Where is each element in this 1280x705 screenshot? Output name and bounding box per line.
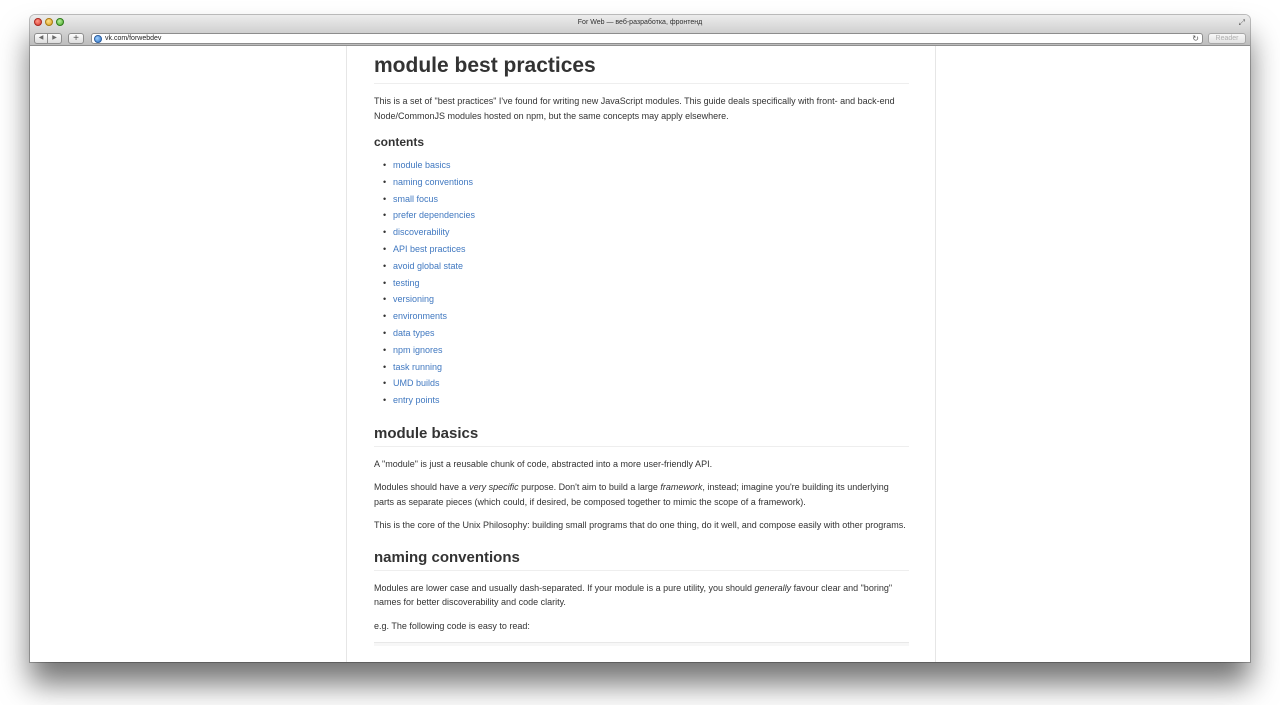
reader-button[interactable]: Reader	[1208, 33, 1246, 44]
contents-list	[383, 157, 909, 409]
basics-paragraph-1: A "module" is just a reusable chunk of code, abstracted into a more user-friendly API.	[374, 458, 713, 469]
contents-link-avoid-global-state[interactable]: avoid global state	[393, 260, 464, 271]
title-bar	[30, 15, 1250, 31]
back-button[interactable]	[34, 33, 48, 44]
navigation-buttons	[34, 33, 62, 44]
intro-paragraph: This is a set of "best practices" I've found for writing new JavaScript modules. This guide deals specifically with front- and back-end Node/CommonJS modules hosted on npm, but the same concepts may apply elsewhere.	[374, 96, 895, 121]
article-title: module best practices	[374, 54, 909, 84]
contents-link-entry-points[interactable]: entry points	[393, 395, 440, 406]
close-window-icon[interactable]	[34, 18, 42, 26]
window-controls	[34, 18, 64, 26]
contents-item	[383, 191, 909, 208]
contents-item	[383, 174, 909, 191]
contents-link-environments[interactable]: environments	[393, 311, 448, 322]
contents-item	[383, 207, 909, 224]
contents-item	[383, 224, 909, 241]
section-heading-naming-conventions: naming conventions	[374, 549, 909, 571]
contents-link-data-types[interactable]: data types	[393, 327, 435, 338]
contents-link-small-focus[interactable]: small focus	[393, 193, 439, 204]
contents-item	[383, 375, 909, 392]
contents-item	[383, 342, 909, 359]
code-block	[374, 642, 909, 646]
contents-link-naming-conventions[interactable]: naming conventions	[393, 176, 474, 187]
contents-item	[383, 291, 909, 308]
contents-link-testing[interactable]: testing	[393, 277, 420, 288]
browser-toolbar	[30, 31, 1250, 46]
contents-link-task-running[interactable]: task running	[393, 361, 443, 372]
contents-item	[383, 241, 909, 258]
fullscreen-icon[interactable]: ⤢	[1238, 18, 1245, 27]
contents-link-prefer-dependencies[interactable]: prefer dependencies	[393, 210, 476, 221]
minimize-window-icon[interactable]	[45, 18, 53, 26]
contents-link-discoverability[interactable]: discoverability	[393, 227, 450, 238]
contents-item	[383, 392, 909, 409]
globe-icon	[94, 35, 102, 43]
contents-item	[383, 359, 909, 376]
contents-item	[383, 258, 909, 275]
contents-item	[383, 157, 909, 174]
article-column	[346, 46, 936, 662]
reload-icon[interactable]: ↻	[1192, 34, 1199, 43]
forward-button[interactable]	[48, 33, 62, 44]
naming-paragraph-1: Modules are lower case and usually dash-separated. If your module is a pure utility, you should generally favour clear and "boring" names for better discoverability and code clarity.	[374, 582, 893, 608]
basics-paragraph-2: Modules should have a very specific purpose. Don't aim to build a large framework, instead; imagine you're building its underlying parts as separate pieces (which could, if desired, be composed together to mimic the scope of a framework).	[374, 482, 889, 507]
section-heading-module-basics: module basics	[374, 425, 909, 447]
page-viewport[interactable]	[30, 46, 1250, 662]
contents-item	[383, 325, 909, 342]
contents-link-npm-ignores[interactable]: npm ignores	[393, 344, 443, 355]
contents-item	[383, 308, 909, 325]
contents-link-versioning[interactable]: versioning	[393, 294, 435, 305]
back-arrow-icon: ◀	[38, 35, 44, 41]
window-title: For Web — веб-разработка, фронтенд	[577, 19, 703, 26]
contents-item	[383, 275, 909, 292]
browser-window	[30, 15, 1250, 662]
add-bookmark-button[interactable]: +	[68, 33, 84, 44]
forward-arrow-icon: ▶	[52, 35, 57, 41]
zoom-window-icon[interactable]	[56, 18, 64, 26]
contents-heading: contents	[374, 135, 425, 149]
naming-paragraph-2: e.g. The following code is easy to read:	[374, 620, 530, 631]
address-bar[interactable]	[91, 33, 1203, 44]
url-text: vk.com/forwebdev	[105, 35, 162, 42]
contents-link-umd-builds[interactable]: UMD builds	[393, 378, 440, 389]
contents-link-api-best-practices[interactable]: API best practices	[393, 243, 466, 254]
contents-link-module-basics[interactable]: module basics	[393, 160, 451, 170]
basics-paragraph-3: This is the core of the Unix Philosophy: building small programs that do one thing, do it well, and compose easily with other programs.	[374, 520, 906, 531]
